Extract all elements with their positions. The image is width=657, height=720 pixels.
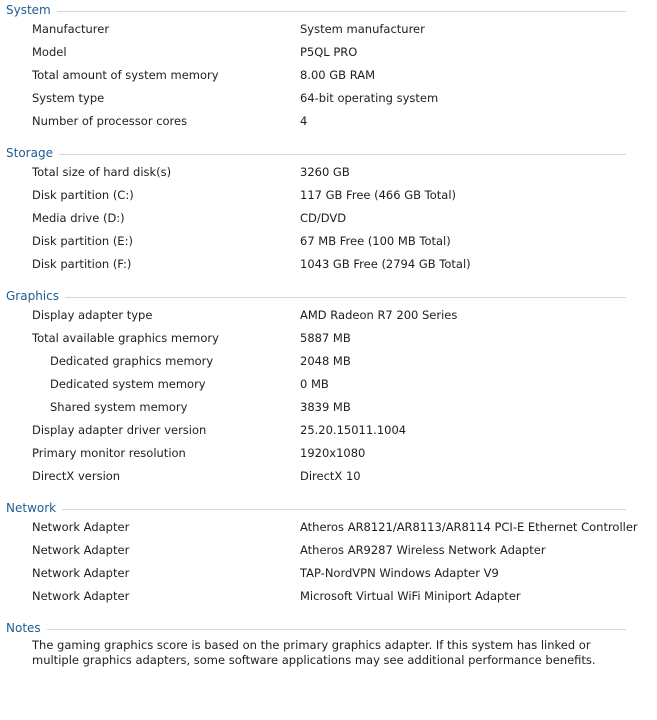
notes-section-title: Notes: [6, 620, 47, 636]
graphics-row-dedicated-system: [0, 373, 657, 396]
row-label: Network Adapter: [32, 566, 130, 580]
network-row-adapter: [0, 516, 657, 539]
system-section-header: [0, 2, 657, 18]
system-row-system-type: [0, 87, 657, 110]
storage-row-partition-c: [0, 184, 657, 207]
row-value: 0 MB: [300, 377, 329, 391]
row-value: System manufacturer: [300, 22, 425, 36]
system-section: [0, 2, 657, 133]
storage-row-partition-e: [0, 230, 657, 253]
row-value: 4: [300, 114, 308, 128]
row-label: Dedicated graphics memory: [50, 354, 214, 368]
row-value: Atheros AR8121/AR8113/AR8114 PCI-E Ethernet Controller: [300, 520, 638, 534]
system-row-model: [0, 41, 657, 64]
storage-section: [0, 145, 657, 276]
section-divider: [6, 297, 626, 298]
row-label: Network Adapter: [32, 543, 130, 557]
row-value: 2048 MB: [300, 354, 351, 368]
graphics-row-shared-system: [0, 396, 657, 419]
row-label: System type: [32, 91, 105, 105]
storage-row-partition-f: [0, 253, 657, 276]
row-value: Atheros AR9287 Wireless Network Adapter: [300, 543, 546, 557]
row-value: 1920x1080: [300, 446, 366, 460]
row-label: Number of processor cores: [32, 114, 188, 128]
row-value: 25.20.15011.1004: [300, 423, 407, 437]
network-section: [0, 500, 657, 608]
row-value: Microsoft Virtual WiFi Miniport Adapter: [300, 589, 521, 603]
section-divider: [6, 154, 626, 155]
network-row-adapter: [0, 585, 657, 608]
row-value: AMD Radeon R7 200 Series: [300, 308, 458, 322]
system-row-manufacturer: [0, 18, 657, 41]
row-label: Model: [32, 45, 67, 59]
network-section-header: [0, 500, 657, 516]
graphics-row-dedicated-graphics: [0, 350, 657, 373]
graphics-row-directx: [0, 465, 657, 488]
row-label: DirectX version: [32, 469, 121, 483]
graphics-section-title: Graphics: [6, 288, 65, 304]
graphics-row-resolution: [0, 442, 657, 465]
row-value: 8.00 GB RAM: [300, 68, 376, 82]
section-divider: [6, 11, 626, 12]
system-row-cores: [0, 110, 657, 133]
graphics-row-total-memory: [0, 327, 657, 350]
row-label: Dedicated system memory: [50, 377, 206, 391]
row-label: Disk partition (F:): [32, 257, 132, 271]
row-label: Disk partition (E:): [32, 234, 133, 248]
graphics-row-driver-version: [0, 419, 657, 442]
network-row-adapter: [0, 539, 657, 562]
section-divider: [6, 629, 626, 630]
row-value: TAP-NordVPN Windows Adapter V9: [300, 566, 499, 580]
row-label: Network Adapter: [32, 520, 130, 534]
network-row-adapter: [0, 562, 657, 585]
row-value: 3260 GB: [300, 165, 350, 179]
section-divider: [6, 509, 626, 510]
row-label: Total available graphics memory: [32, 331, 219, 345]
row-label: Display adapter type: [32, 308, 153, 322]
row-label: Media drive (D:): [32, 211, 125, 225]
row-label: Display adapter driver version: [32, 423, 207, 437]
graphics-section-header: [0, 288, 657, 304]
row-value: 64-bit operating system: [300, 91, 439, 105]
row-value: 1043 GB Free (2794 GB Total): [300, 257, 471, 271]
row-label: Disk partition (C:): [32, 188, 134, 202]
graphics-row-adapter-type: [0, 304, 657, 327]
row-label: Network Adapter: [32, 589, 130, 603]
row-value: 5887 MB: [300, 331, 351, 345]
system-row-memory: [0, 64, 657, 87]
row-label: Manufacturer: [32, 22, 110, 36]
row-value: 3839 MB: [300, 400, 351, 414]
row-label: Primary monitor resolution: [32, 446, 186, 460]
storage-row-total-size: [0, 161, 657, 184]
notes-section: [0, 620, 657, 690]
row-value: 67 MB Free (100 MB Total): [300, 234, 451, 248]
row-label: Total size of hard disk(s): [32, 165, 172, 179]
row-value: CD/DVD: [300, 211, 347, 225]
row-label: Shared system memory: [50, 400, 188, 414]
storage-row-media-d: [0, 207, 657, 230]
row-value: P5QL PRO: [300, 45, 358, 59]
notes-section-header: [0, 620, 657, 636]
storage-section-title: Storage: [6, 145, 59, 161]
row-value: DirectX 10: [300, 469, 361, 483]
storage-section-header: [0, 145, 657, 161]
notes-text: The gaming graphics score is based on the primary graphics adapter. If this system has linked or multiple graphics adapters, some software applications may see additional performance benefits.: [32, 638, 596, 667]
system-section-title: System: [6, 2, 57, 18]
row-value: 117 GB Free (466 GB Total): [300, 188, 457, 202]
row-label: Total amount of system memory: [32, 68, 219, 82]
network-section-title: Network: [6, 500, 62, 516]
graphics-section: [0, 288, 657, 488]
